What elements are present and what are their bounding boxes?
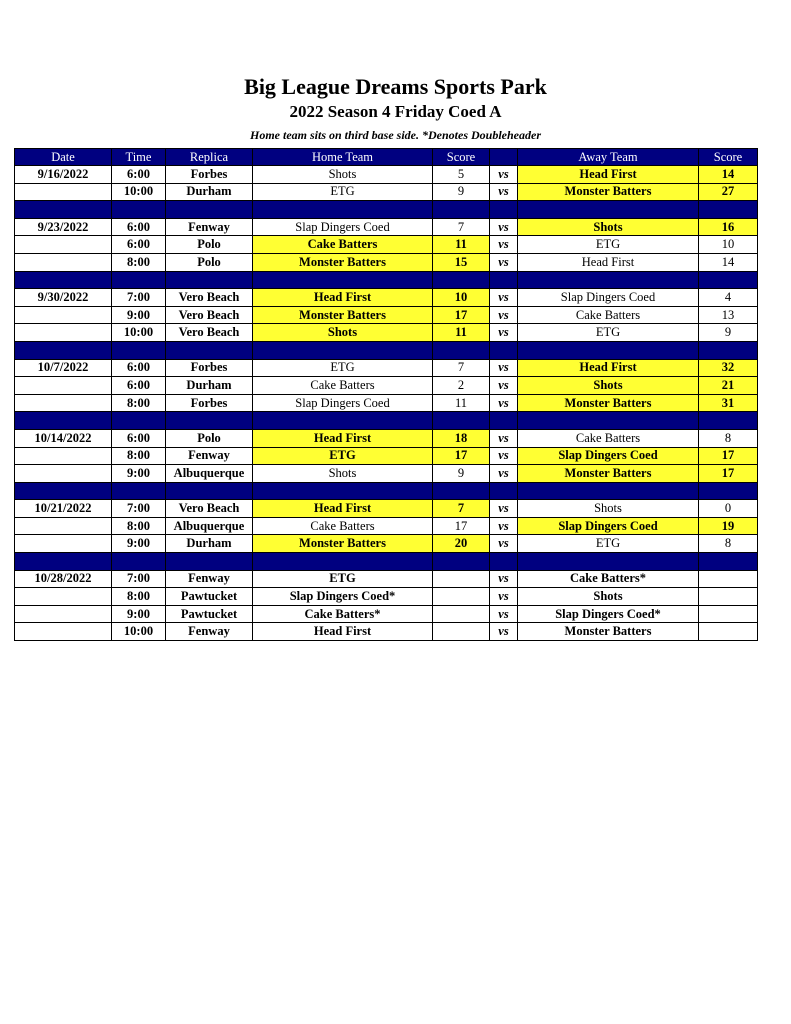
cell-vs: vs — [490, 289, 518, 307]
cell-home-score — [433, 570, 490, 588]
cell-home-team: Monster Batters — [253, 306, 433, 324]
cell-time: 9:00 — [112, 605, 166, 623]
cell-vs: vs — [490, 394, 518, 412]
cell-home-score: 9 — [433, 183, 490, 201]
cell-home-team: Cake Batters* — [253, 605, 433, 623]
col-header-home-score: Score — [433, 149, 490, 166]
separator-cell — [433, 553, 490, 571]
cell-home-score: 7 — [433, 359, 490, 377]
cell-away-team: ETG — [518, 236, 699, 254]
cell-date — [15, 236, 112, 254]
cell-time: 9:00 — [112, 535, 166, 553]
cell-home-score: 17 — [433, 306, 490, 324]
cell-replica: Fenway — [166, 623, 253, 641]
cell-time: 7:00 — [112, 570, 166, 588]
cell-home-score: 11 — [433, 236, 490, 254]
cell-home-score — [433, 588, 490, 606]
week-separator-row — [15, 482, 758, 500]
cell-home-score: 18 — [433, 429, 490, 447]
cell-home-team: ETG — [253, 447, 433, 465]
cell-away-team: Shots — [518, 500, 699, 518]
cell-replica: Albuquerque — [166, 465, 253, 483]
separator-cell — [433, 341, 490, 359]
separator-cell — [112, 201, 166, 219]
week-separator-row — [15, 412, 758, 430]
separator-cell — [699, 553, 758, 571]
cell-time: 10:00 — [112, 324, 166, 342]
cell-away-team: Shots — [518, 218, 699, 236]
cell-away-score: 17 — [699, 447, 758, 465]
cell-home-team: Head First — [253, 623, 433, 641]
col-header-time: Time — [112, 149, 166, 166]
cell-away-team: Cake Batters — [518, 306, 699, 324]
cell-time: 10:00 — [112, 623, 166, 641]
cell-replica: Pawtucket — [166, 588, 253, 606]
cell-away-team: Slap Dingers Coed — [518, 517, 699, 535]
table-row — [15, 623, 758, 641]
cell-home-score: 17 — [433, 517, 490, 535]
cell-replica: Forbes — [166, 166, 253, 184]
cell-home-score: 7 — [433, 218, 490, 236]
cell-away-score — [699, 623, 758, 641]
cell-away-score: 27 — [699, 183, 758, 201]
separator-cell — [518, 201, 699, 219]
schedule-table — [14, 148, 758, 641]
separator-cell — [518, 271, 699, 289]
table-row — [15, 306, 758, 324]
separator-cell — [166, 341, 253, 359]
cell-date — [15, 623, 112, 641]
cell-date — [15, 517, 112, 535]
cell-time: 6:00 — [112, 429, 166, 447]
separator-cell — [15, 271, 112, 289]
separator-cell — [699, 341, 758, 359]
cell-time: 8:00 — [112, 588, 166, 606]
separator-cell — [433, 482, 490, 500]
cell-replica: Vero Beach — [166, 324, 253, 342]
cell-away-team: Shots — [518, 377, 699, 395]
cell-time: 9:00 — [112, 465, 166, 483]
col-header-away-team: Away Team — [518, 149, 699, 166]
cell-away-team: Monster Batters — [518, 465, 699, 483]
cell-date — [15, 447, 112, 465]
cell-vs: vs — [490, 359, 518, 377]
cell-away-team: Cake Batters — [518, 429, 699, 447]
week-separator-row — [15, 341, 758, 359]
table-row — [15, 465, 758, 483]
cell-replica: Polo — [166, 236, 253, 254]
cell-date — [15, 183, 112, 201]
table-row — [15, 447, 758, 465]
cell-time: 8:00 — [112, 394, 166, 412]
cell-away-score: 13 — [699, 306, 758, 324]
separator-cell — [112, 482, 166, 500]
cell-vs: vs — [490, 500, 518, 518]
cell-home-score: 5 — [433, 166, 490, 184]
cell-away-score: 0 — [699, 500, 758, 518]
cell-home-team: Cake Batters — [253, 517, 433, 535]
table-row — [15, 500, 758, 518]
cell-time: 8:00 — [112, 517, 166, 535]
cell-away-score: 32 — [699, 359, 758, 377]
table-row — [15, 218, 758, 236]
cell-time: 8:00 — [112, 447, 166, 465]
cell-replica: Fenway — [166, 218, 253, 236]
table-row — [15, 517, 758, 535]
cell-away-team: Head First — [518, 359, 699, 377]
cell-date — [15, 605, 112, 623]
table-row — [15, 253, 758, 271]
cell-home-team: Cake Batters — [253, 236, 433, 254]
cell-away-score: 19 — [699, 517, 758, 535]
cell-date: 9/23/2022 — [15, 218, 112, 236]
separator-cell — [112, 553, 166, 571]
cell-vs: vs — [490, 465, 518, 483]
cell-away-team: Head First — [518, 166, 699, 184]
cell-home-team: Head First — [253, 289, 433, 307]
cell-replica: Polo — [166, 253, 253, 271]
separator-cell — [253, 553, 433, 571]
separator-cell — [253, 482, 433, 500]
separator-cell — [490, 201, 518, 219]
table-row — [15, 377, 758, 395]
cell-vs: vs — [490, 324, 518, 342]
cell-home-score: 7 — [433, 500, 490, 518]
cell-vs: vs — [490, 253, 518, 271]
separator-cell — [433, 271, 490, 289]
cell-home-score: 15 — [433, 253, 490, 271]
cell-vs: vs — [490, 377, 518, 395]
separator-cell — [433, 412, 490, 430]
cell-vs: vs — [490, 570, 518, 588]
cell-home-team: Monster Batters — [253, 535, 433, 553]
cell-time: 6:00 — [112, 218, 166, 236]
cell-date — [15, 377, 112, 395]
cell-away-score — [699, 570, 758, 588]
cell-home-team: Head First — [253, 500, 433, 518]
cell-date — [15, 306, 112, 324]
cell-replica: Durham — [166, 535, 253, 553]
cell-replica: Polo — [166, 429, 253, 447]
cell-time: 7:00 — [112, 500, 166, 518]
cell-away-team: Monster Batters — [518, 183, 699, 201]
separator-cell — [15, 412, 112, 430]
cell-away-score — [699, 588, 758, 606]
week-separator-row — [15, 553, 758, 571]
cell-away-score: 4 — [699, 289, 758, 307]
col-header-home-team: Home Team — [253, 149, 433, 166]
schedule-note: Home team sits on third base side. *Denotes Doubleheader — [250, 128, 541, 142]
col-header-replica: Replica — [166, 149, 253, 166]
separator-cell — [166, 482, 253, 500]
separator-cell — [518, 482, 699, 500]
cell-time: 7:00 — [112, 289, 166, 307]
cell-replica: Pawtucket — [166, 605, 253, 623]
separator-cell — [518, 553, 699, 571]
cell-away-score: 14 — [699, 253, 758, 271]
cell-away-team: Cake Batters* — [518, 570, 699, 588]
separator-cell — [490, 482, 518, 500]
table-row — [15, 429, 758, 447]
separator-cell — [15, 553, 112, 571]
week-separator-row — [15, 271, 758, 289]
cell-away-score: 31 — [699, 394, 758, 412]
separator-cell — [490, 271, 518, 289]
cell-away-score: 9 — [699, 324, 758, 342]
cell-date — [15, 588, 112, 606]
cell-replica: Fenway — [166, 570, 253, 588]
cell-vs: vs — [490, 535, 518, 553]
cell-home-team: Head First — [253, 429, 433, 447]
cell-vs: vs — [490, 183, 518, 201]
cell-home-team: Slap Dingers Coed* — [253, 588, 433, 606]
table-row — [15, 570, 758, 588]
cell-home-score: 2 — [433, 377, 490, 395]
cell-vs: vs — [490, 517, 518, 535]
separator-cell — [490, 341, 518, 359]
table-row — [15, 166, 758, 184]
table-row — [15, 324, 758, 342]
cell-time: 6:00 — [112, 377, 166, 395]
cell-home-team: ETG — [253, 183, 433, 201]
separator-cell — [518, 341, 699, 359]
cell-vs: vs — [490, 218, 518, 236]
cell-away-team: ETG — [518, 535, 699, 553]
separator-cell — [166, 201, 253, 219]
cell-home-team: Shots — [253, 166, 433, 184]
cell-date: 9/16/2022 — [15, 166, 112, 184]
cell-replica: Durham — [166, 183, 253, 201]
cell-vs: vs — [490, 236, 518, 254]
col-header-away-score: Score — [699, 149, 758, 166]
separator-cell — [166, 412, 253, 430]
table-row — [15, 359, 758, 377]
cell-home-team: Shots — [253, 465, 433, 483]
cell-vs: vs — [490, 306, 518, 324]
cell-date: 10/7/2022 — [15, 359, 112, 377]
cell-away-score: 21 — [699, 377, 758, 395]
cell-vs: vs — [490, 447, 518, 465]
cell-home-team: ETG — [253, 359, 433, 377]
separator-cell — [15, 482, 112, 500]
separator-cell — [490, 412, 518, 430]
cell-home-team: Shots — [253, 324, 433, 342]
cell-vs: vs — [490, 623, 518, 641]
cell-time: 9:00 — [112, 306, 166, 324]
cell-replica: Vero Beach — [166, 306, 253, 324]
cell-home-team: Cake Batters — [253, 377, 433, 395]
separator-cell — [490, 553, 518, 571]
separator-cell — [112, 271, 166, 289]
separator-cell — [253, 271, 433, 289]
cell-replica: Fenway — [166, 447, 253, 465]
table-row — [15, 236, 758, 254]
cell-home-score — [433, 623, 490, 641]
cell-away-team: ETG — [518, 324, 699, 342]
cell-away-score: 10 — [699, 236, 758, 254]
week-separator-row — [15, 201, 758, 219]
cell-time: 8:00 — [112, 253, 166, 271]
table-header-row — [15, 149, 758, 166]
cell-time: 6:00 — [112, 166, 166, 184]
separator-cell — [518, 412, 699, 430]
separator-cell — [166, 553, 253, 571]
separator-cell — [699, 412, 758, 430]
cell-vs: vs — [490, 588, 518, 606]
cell-home-score: 10 — [433, 289, 490, 307]
cell-away-score: 14 — [699, 166, 758, 184]
table-row — [15, 605, 758, 623]
cell-away-score: 17 — [699, 465, 758, 483]
cell-away-score — [699, 605, 758, 623]
table-row — [15, 183, 758, 201]
cell-date — [15, 324, 112, 342]
cell-home-score: 17 — [433, 447, 490, 465]
cell-time: 6:00 — [112, 359, 166, 377]
cell-away-score: 16 — [699, 218, 758, 236]
cell-away-team: Shots — [518, 588, 699, 606]
col-header-vs — [490, 149, 518, 166]
cell-home-team: ETG — [253, 570, 433, 588]
cell-date: 9/30/2022 — [15, 289, 112, 307]
cell-replica: Forbes — [166, 359, 253, 377]
cell-vs: vs — [490, 166, 518, 184]
cell-date: 10/21/2022 — [15, 500, 112, 518]
cell-date — [15, 465, 112, 483]
cell-home-team: Monster Batters — [253, 253, 433, 271]
cell-away-team: Monster Batters — [518, 394, 699, 412]
separator-cell — [15, 341, 112, 359]
cell-date — [15, 535, 112, 553]
cell-home-team: Slap Dingers Coed — [253, 394, 433, 412]
cell-replica: Vero Beach — [166, 289, 253, 307]
table-row — [15, 535, 758, 553]
cell-time: 10:00 — [112, 183, 166, 201]
cell-time: 6:00 — [112, 236, 166, 254]
cell-home-score: 9 — [433, 465, 490, 483]
separator-cell — [15, 201, 112, 219]
separator-cell — [699, 271, 758, 289]
cell-date: 10/28/2022 — [15, 570, 112, 588]
cell-vs: vs — [490, 429, 518, 447]
cell-away-team: Slap Dingers Coed — [518, 289, 699, 307]
cell-away-team: Slap Dingers Coed — [518, 447, 699, 465]
cell-away-score: 8 — [699, 429, 758, 447]
cell-date: 10/14/2022 — [15, 429, 112, 447]
separator-cell — [699, 482, 758, 500]
separator-cell — [699, 201, 758, 219]
cell-home-score: 11 — [433, 394, 490, 412]
cell-away-team: Head First — [518, 253, 699, 271]
separator-cell — [253, 201, 433, 219]
cell-replica: Vero Beach — [166, 500, 253, 518]
table-row — [15, 289, 758, 307]
cell-away-score: 8 — [699, 535, 758, 553]
cell-home-score: 11 — [433, 324, 490, 342]
separator-cell — [253, 341, 433, 359]
cell-date — [15, 253, 112, 271]
cell-away-team: Slap Dingers Coed* — [518, 605, 699, 623]
cell-home-score: 20 — [433, 535, 490, 553]
cell-home-score — [433, 605, 490, 623]
table-row — [15, 588, 758, 606]
cell-replica: Forbes — [166, 394, 253, 412]
col-header-date: Date — [15, 149, 112, 166]
cell-date — [15, 394, 112, 412]
separator-cell — [253, 412, 433, 430]
separator-cell — [112, 341, 166, 359]
cell-vs: vs — [490, 605, 518, 623]
separator-cell — [433, 201, 490, 219]
separator-cell — [112, 412, 166, 430]
separator-cell — [166, 271, 253, 289]
cell-replica: Durham — [166, 377, 253, 395]
page-subtitle: 2022 Season 4 Friday Coed A — [289, 102, 502, 121]
table-row — [15, 394, 758, 412]
cell-away-team: Monster Batters — [518, 623, 699, 641]
page-title: Big League Dreams Sports Park — [244, 74, 547, 99]
cell-home-team: Slap Dingers Coed — [253, 218, 433, 236]
cell-replica: Albuquerque — [166, 517, 253, 535]
